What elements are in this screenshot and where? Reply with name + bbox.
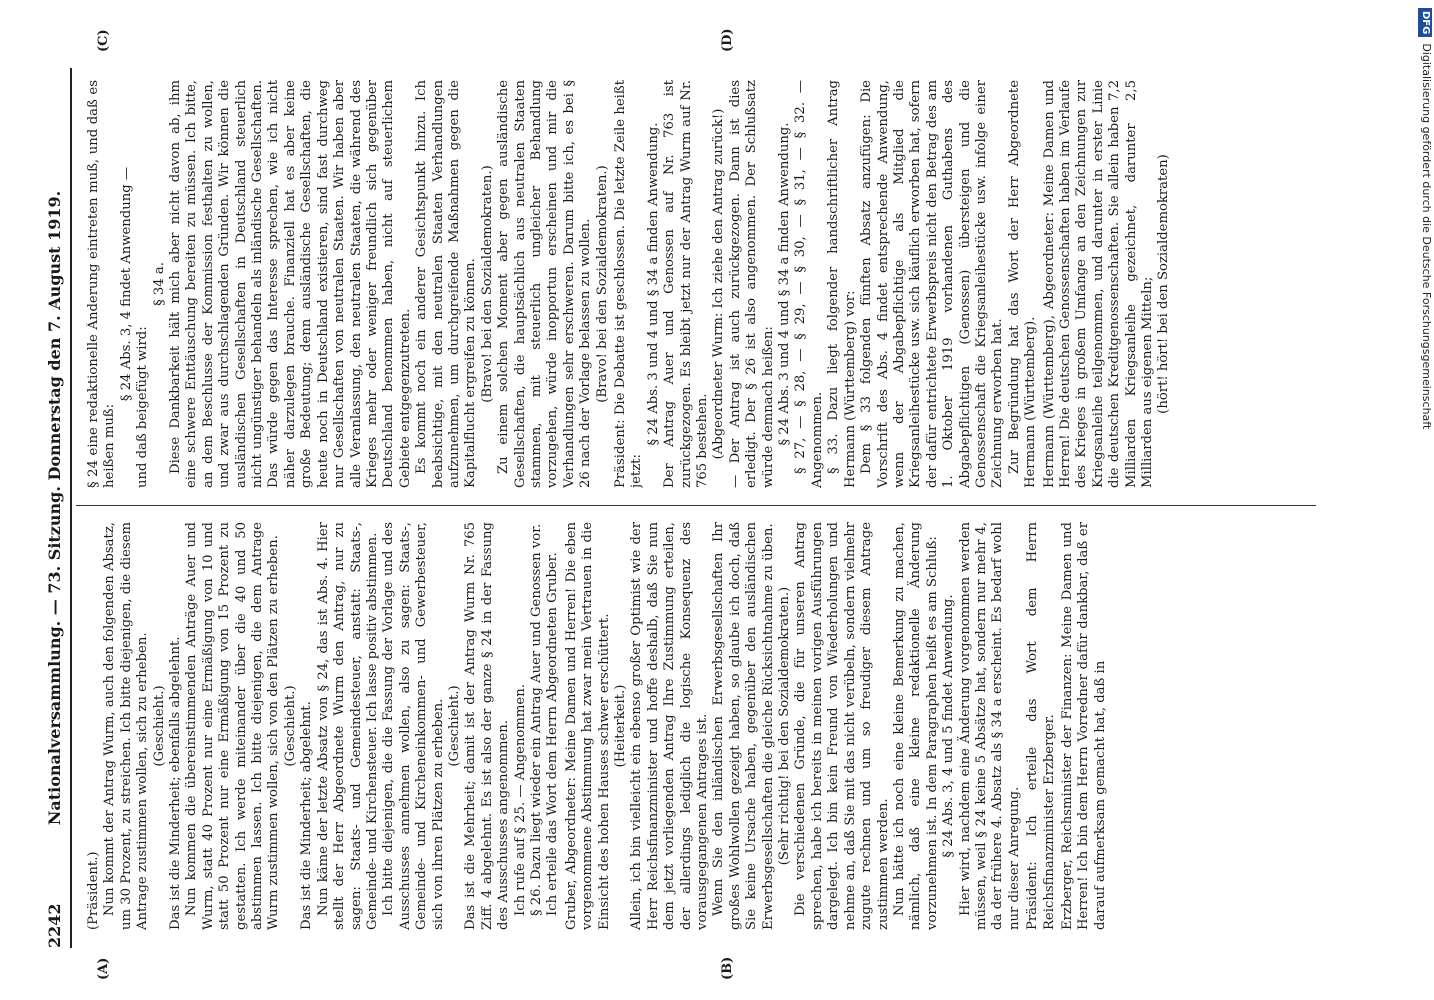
paragraph: § 34 a. [151,262,167,306]
paragraph: Nun kommen die übereinstimmenden Anträge Auer und Wurm, statt 40 Prozent nur eine Ermäßigung von 10 und statt 50 Prozent nur eine Ermäßigung von 15 Prozent zu gestatten. Ich werde miteinander über die 40 und 50 abstimmen lassen. Ich bitte diejenigen, die dem Antrage Wurm zustimmen wollen, sich von den Plätzen zu erheben. [184,522,282,930]
paragraph: (Bravo! bei den Sozialdemokraten.) [594,165,610,403]
paragraph: Allein, ich bin vielleicht ein ebenso großer Optimist wie der Herr Reichsfinanzminister und hoffe deshalb, daß Sie nun dem jetzt vorliegenden Antrag Ihre Zustimmung erteilen, der allerdings lediglich die logische Konsequenz des vorausgegangenen Antrages ist. [629,522,711,930]
paragraph: Zu einem solchen Moment aber gegen ausländische Gesellschaften, die hauptsächlich aus neutralen Staaten stammen, mit steuerlich ungleicher Behandlung vorzugehen, würde inopportun erscheinen und mir die Verhandlungen sehr erschweren. Darum bitte ich, es bei § 26 nach der Vorlage belassen zu wollen. [496,80,594,488]
paragraph: (Geschieht.) [282,685,298,767]
paragraph: (Bravo! bei den Sozialdemokraten.) [479,165,495,403]
paragraph: (Geschieht.) [151,685,167,767]
paragraph: Der Antrag Auer und Genossen auf Nr. 763 ist zurückgezogen. Es bleibt jetzt nur der Antrag Wurm auf Nr. 765 bestehen. [662,80,711,488]
margin-marker-d: (D) [720,28,735,52]
credit-text: Digitalisierung gefördert durch die Deutsche Forschungsgemeinschaft [1420,43,1433,430]
paragraph: Nun kommt der Antrag Wurm, auch den folgenden Absatz, um 30 Prozent, zu streichen. Ich bitte diejenigen, die diesem Antrage zustimmen wollen, sich zu erheben. [102,522,151,930]
paragraph: § 24 Abs. 3, 4 findet Anwendung — [118,166,134,402]
paragraph: Die verschiedenen Gründe, die für unseren Antrag sprechen, habe ich bereits in meinen vorigen Ausführungen dargelegt. Ich bin kein Freund von Wiederholungen und nehme an, daß Sie mit das nicht verübeln, sondern vielmehr zugute rechnen und um so freudiger diesem Antrage zustimmen werden. [793,522,891,930]
paragraph: (Präsident.) [86,851,101,930]
paragraph: Wenn Sie den inländischen Erwerbsgesellschaften Ihr großes Wohlwollen gezeigt haben, so glaube ich doch, daß Sie keine Ursache haben, gegenüber den ausländischen Erwerbsgesellschaften die gleiche Rücksichtnahme zu üben. [711,522,776,930]
paragraph: Präsident: Ich erteile das Wort dem Herrn Reichsfinanzminister Erzberger. [1025,522,1057,930]
paragraph: Das ist die Minderheit; ebenfalls abgelehnt. [168,636,184,930]
paragraph: Es kommt noch ein anderer Gesichtspunkt hinzu. Ich beabsichtige, mit den neutralen Staaten Verhandlungen aufzunehmen, um durchgreifende Maßnahmen gegen die Kapitalflucht ergreifen zu können. [414,80,479,488]
paragraph: Gruber, Abgeordneter: Meine Damen und Herren! Die eben vorgenommene Abstimmung hat zwar mein Vertrauen in die Einsicht des hohen Hauses schwer erschüttert. [563,522,612,930]
paragraph: (Geschieht.) [446,685,462,767]
left-column [86,522,1316,930]
paragraph: Diese Dankbarkeit hält mich aber nicht davon ab, ihm eine schwere Enttäuschung bereiten zu müssen. Ich bitte, an dem Beschlusse der Kommission festhalten zu wollen, und zwar aus durchschlagenden Gründen. Wir können die ausländischen Gesellschaften in Deutschland steuerlich nicht ungünstiger behandeln als inländische Gesellschaften. Das würde gegen das Interesse sprechen, wie ich nicht näher darzulegen brauche. Finanziell hat es aber keine große Bedeutung; denn ausländische Gesellschaften, die heute noch in Deutschland existieren, sind fast durchweg nur Gesellschaften von neutralen Staaten. Wir haben aber alle Veranlassung, den neutralen Staaten, die während des Krieges mehr oder weniger freundlich sich gegenüber Deutschland benommen haben, nicht auf steuerlichem Gebiete entgegenzutreten. [168,80,413,488]
paragraph: § 24 Abs. 3, 4 und 5 findet Anwendung. [941,594,957,858]
paragraph: § 33. Dazu liegt folgender handschriftlicher Antrag Hermann (Württemberg) vor: [826,80,858,488]
page-title: Nationalversammlung. — 73. Sitzung. Donnerstag den 7. August 1919. [45,190,64,826]
paragraph: Zur Begründung hat das Wort der Herr Abgeordnete Hermann (Württemberg). [1006,80,1039,488]
paragraph: Ich rufe auf § 25. — Angenommen. [512,684,528,916]
page-header [30,68,72,948]
right-column [86,80,1316,488]
paragraph: Erzberger, Reichsminister der Finanzen: Meine Damen und Herren! Ich bin dem Herrn Vorredner dafür dankbar, daß er darauf aufmerksam gemacht hat, daß in [1059,522,1108,930]
paragraph: Ich erteile das Wort dem Herrn Abgeordneten Gruber. [545,552,561,916]
paragraph: § 24 Abs. 3 und 4 und § 34 a finden Anwendung. [645,122,661,446]
paragraph: Hier wird, nachdem eine Änderung vorgenommen werden müssen, weil § 24 keine 5 Absätze hat, sondern nur mehr 4, da der frühere 4. Absatz als § 34 a erscheint. Es bedarf wohl nur dieser Anregung. [957,522,1022,930]
paragraph: Ich bitte diejenigen, die die Fassung der Vorlage und des Ausschusses annehmen wollen, also zu sagen: Staats-, Gemeinde- und Kircheneinkommen- und Gewerbesteuer, sich von ihren Plätzen zu erheben. [381,522,446,930]
paragraph: Hermann (Württemberg), Abgeordneter: Meine Damen und Herren! Die deutschen Genossenschaften haben im Verlaufe des Krieges in großem Umfange an den Zeichnungen zur Kriegsanleihe teilgenommen, und darunter in erster Linie die deutschen Kreditgenossenschaften. Sie allein haben 7,2 Milliarden Kriegsanleihe gezeichnet, darunter 2,5 Milliarden aus eigenen Mitteln; [1041,80,1155,488]
paragraph: Nun hätte ich noch eine kleine Bemerkung zu machen, nämlich, daß eine kleine redaktionelle Änderung vorzunehmen ist. In dem Paragraphen heißt es am Schluß: [891,522,940,930]
digitization-credit [1418,8,1434,988]
paragraph: (Sehr richtig! bei den Sozialdemokraten.) [777,586,793,866]
paragraph: (hört! hört! bei den Sozialdemokraten) [1156,154,1172,414]
margin-marker-b: (B) [720,956,735,980]
paragraph: § 26. Dazu liegt wieder ein Antrag Auer und Genossen vor. [528,523,544,916]
paragraph: § 24 eine redaktionelle Änderung eintreten muß, und daß es heißen muß: [86,80,118,488]
dfg-logo: DFG [1418,8,1432,37]
column-divider [76,505,1316,506]
paragraph: Nun käme der letzte Absatz von § 24, das ist Abs. 4. Hier stellt der Herr Abgeordnete Wurm den Antrag, nur zu sagen: Staats- und Gemeindesteuer, anstatt: Staats-, Gemeinde- und Kirchensteuer. Ich lasse positiv abstimmen. [315,522,380,930]
paragraph: Dem § 33 folgenden fünften Absatz anzufügen: Die Vorschrift des Abs. 4 findet entsprechende Anwendung, wenn der Abgabepflichtige als Mitglied die Kriegsanleihestücke usw. sich käuflich erworben hat, sofern der dafür entrichtete Erwerbspreis nicht den Betrag des am 1. Oktober 1919 vorhandenen Guthabens des Abgabepflichtigen (Genossen) übersteigen und die Genossenschaft die Kriegsanleihestücke usw. infolge einer Zeichnung erworben hat. [859,80,1006,488]
paragraph: Das ist die Mehrheit; damit ist der Antrag Wurm Nr. 765 Ziff. 4 abgelehnt. Es ist also der ganze § 24 in der Fassung des Ausschusses angenommen. [463,522,512,930]
page-number: 2242 [45,903,64,948]
margin-marker-a: (A) [96,957,111,980]
margin-marker-c: (C) [96,29,111,52]
paragraph: Präsident: Die Debatte ist geschlossen. Die letzte Zeile heißt jetzt: [613,80,645,488]
paragraph: § 27, — § 28, — § 29, — § 30, — § 31, — § 32. — Angenommen. [793,80,825,488]
paragraph: und daß beigefügt wird: [135,326,151,488]
paragraph: — Der Antrag ist auch zurückgezogen. Dann ist dies erledigt. Der § 26 ist also angenommen. Der Schlußsatz würde demnach heißen: [727,80,776,488]
paragraph: (Abgeordneter Wurm: Ich ziehe den Antrag zurück!) [711,108,727,460]
paragraph: § 24 Abs. 3 und 4 und § 34 a finden Anwendung. [777,122,793,446]
paragraph: Das ist die Minderheit; abgelehnt. [299,701,315,930]
paragraph: (Heiterkeit.) [613,684,628,768]
